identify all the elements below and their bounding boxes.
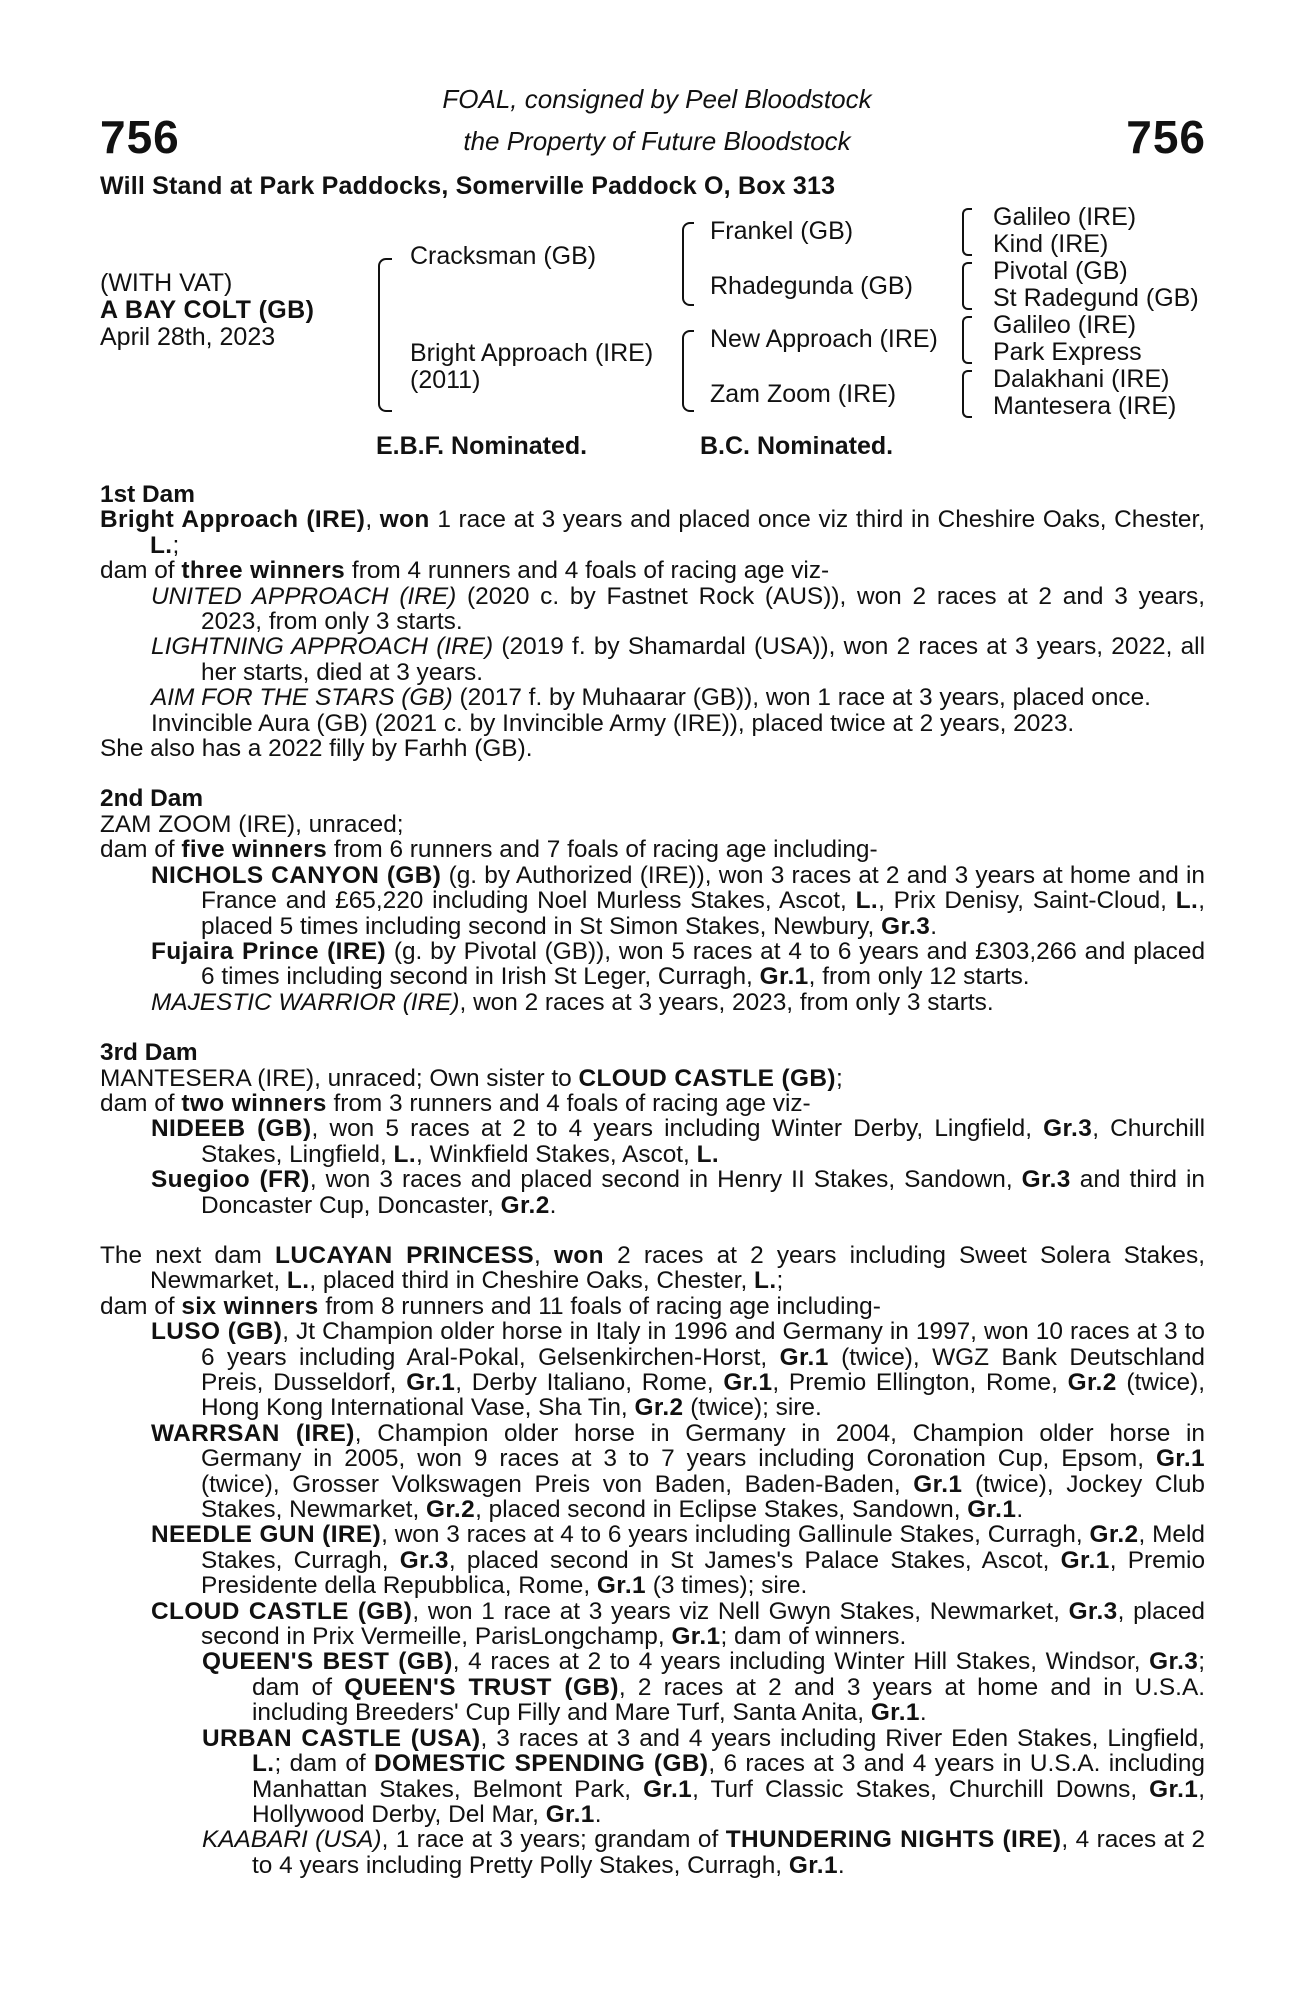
bold-run: L. [1175,887,1199,915]
text-run: , won 1 race at 3 years viz Nell Gwyn Stakes, Newmarket, [412,1597,1069,1625]
bold-run: L. [754,1267,777,1295]
text-run: (twice), WGZ Bank Deutschland Preis, Dusseldorf, [201,1343,1205,1396]
text-run: ; dam of [252,1648,1206,1701]
sire-dam: Rhadegunda (GB) [710,272,913,300]
lot-number-right: 756 [1126,111,1206,163]
bold-run: L. [393,1140,417,1168]
dam-dam: Zam Zoom (IRE) [710,380,897,408]
bold-run: Gr.3 [1068,1597,1118,1625]
text-run: , [534,1241,554,1269]
ancestor-sdd: St Radegund (GB) [993,284,1199,312]
text-run: (2020 c. by Fastnet Rock (AUS)), won 2 races at 2 and 3 years, 2023, from only 3 starts. [201,582,1205,636]
sire-sire: Frankel (GB) [710,217,854,245]
bold-run: five winners [181,836,328,864]
text-run: ; dam of [274,1750,374,1778]
italic-run: UNITED APPROACH (IRE) [151,582,457,610]
bold-run: L. [150,531,173,559]
italic-run: AIM FOR THE STARS (GB) [151,684,453,712]
pedigree-bracket [962,370,972,418]
produce-entry [100,990,1205,1015]
text-run: , won 2 races at 3 years, 2023, from only 3 starts. [459,988,994,1016]
text-run: dam of [100,836,182,864]
text-run: (twice), Jockey Club Stakes, Newmarket, [201,1470,1205,1524]
text-run: . [594,1800,602,1828]
bold-run: Gr.1 [1149,1775,1199,1803]
text-run: ZAM ZOOM (IRE), unraced; [100,810,404,838]
dam-paragraph [100,736,1205,761]
bold-run: THUNDERING NIGHTS (IRE) [725,1826,1062,1854]
property-line: the Property of Future Bloodstock [463,126,851,156]
produce-entry [100,863,1205,939]
text-run: from 3 runners and 4 foals of racing age viz- [326,1089,811,1117]
ancestor-dds: Dalakhani (IRE) [993,365,1170,393]
text-run: (g. by Authorized (IRE)), won 3 races at 2 and 3 years at home and in France and £65,220 including Noel Murless Stakes, Ascot, [201,861,1205,915]
bold-run: CLOUD CASTLE (GB) [578,1064,836,1092]
text-run: (2019 f. by Shamardal (USA)), won 2 races at 3 years, 2022, all her starts, died at 3 years. [201,633,1205,686]
text-run: , placed second in Eclipse Stakes, Sandown, [475,1496,968,1524]
dam-paragraph [100,1294,1205,1319]
text-run: ; [172,531,180,559]
text-run: , placed second in Prix Vermeille, ParisLongchamp, [201,1597,1205,1651]
text-run: dam of [100,557,182,585]
produce-entry [100,1116,1205,1167]
second-dam-heading: 2nd Dam [100,785,204,813]
bold-run: won [379,506,430,534]
text-run: , won 3 races and placed second in Henry II Stakes, Sandown, [309,1166,1022,1194]
produce-entry [100,1599,1205,1650]
bold-run: QUEEN'S TRUST (GB) [344,1673,619,1701]
italic-run: KAABARI (USA) [202,1826,382,1854]
bold-run: Gr.2 [426,1496,476,1524]
text-run: , Premio Ellington, Rome, [772,1369,1068,1396]
bold-run: Gr.1 [723,1369,773,1396]
bold-run: URBAN CASTLE (USA) [202,1724,481,1752]
pedigree-bracket [682,330,694,412]
text-run: . [837,1851,845,1879]
pedigree-bracket [962,262,972,310]
dam-paragraph [100,837,1205,862]
produce-entry [100,634,1205,685]
bold-run: Gr.1 [779,1343,829,1371]
produce-entry [100,1319,1205,1421]
text-run: MANTESERA (IRE), unraced; Own sister to [100,1064,579,1092]
bold-run: Gr.3 [399,1546,449,1574]
text-run: She also has a 2022 filly by Farhh (GB). [100,735,533,763]
bold-run: Suegioo (FR) [151,1166,310,1194]
pedigree-bracket [962,208,972,256]
consignor-line: FOAL, consigned by Peel Bloodstock [442,84,872,114]
text-run: 2 races at 2 years including Sweet Solera Stakes, Newmarket, [150,1241,1205,1295]
text-run: 1 race at 3 years and placed once viz third in Cheshire Oaks, Chester, [429,506,1206,534]
text-run: , won 5 races at 2 to 4 years including Winter Derby, Lingfield, [311,1115,1044,1143]
dam-paragraph [100,1091,1205,1116]
bold-run: Gr.3 [1021,1166,1071,1194]
bold-run: Gr.1 [1155,1445,1205,1473]
bold-run: Gr.1 [759,963,809,991]
dam: Bright Approach (IRE) [410,339,654,367]
bold-run: LUCAYAN PRINCESS [275,1241,535,1269]
bold-run: Gr.1 [643,1775,693,1803]
produce-entry [100,711,1205,736]
text-run: , 4 races at 2 to 4 years including Pretty Polly Stakes, Curragh, [252,1826,1206,1879]
pedigree-bracket [962,316,972,364]
bold-run: Gr.2 [1067,1369,1117,1396]
text-run: ; [776,1267,784,1295]
text-run: , Premio Presidente della Repubblica, Rome, [201,1546,1206,1600]
text-run: , 3 races at 3 and 4 years including River Eden Stakes, Lingfield, [480,1724,1205,1752]
bold-run: Gr.1 [406,1369,456,1396]
bold-run: Gr.3 [1043,1115,1093,1143]
third-dam-heading: 3rd Dam [100,1039,198,1067]
text-run: , Meld Stakes, Curragh, [201,1521,1205,1574]
dam-paragraph [100,1066,1205,1091]
italic-run: LIGHTNING APPROACH (IRE) [151,633,494,661]
produce-entry [100,685,1205,710]
produce-entry [100,1649,1205,1725]
dam-paragraph [100,558,1205,583]
text-run: , placed third in Cheshire Oaks, Chester, [309,1267,755,1295]
bold-run: Gr.1 [870,1699,920,1727]
lot-subject-name: A BAY COLT (GB) [100,296,315,324]
lot-number-left: 756 [100,111,180,163]
produce-entry [100,584,1205,635]
dam-year: (2011) [410,366,481,394]
bold-run: WARRSAN (IRE) [151,1419,355,1447]
bold-run: Gr.1 [967,1496,1017,1524]
text-run: . [919,1699,927,1727]
text-run: , 6 races at 3 and 4 years in U.S.A. including Manhattan Stakes, Belmont Park, [252,1750,1205,1803]
text-run: , Turf Classic Stakes, Churchill Downs, [692,1775,1150,1803]
ancestor-sds: Pivotal (GB) [993,257,1128,285]
text-run: . [1016,1496,1024,1524]
bold-run: Gr.2 [500,1191,550,1219]
text-run: , Hollywood Derby, Del Mar, [252,1775,1205,1828]
text-run: , from only 12 starts. [808,963,1030,991]
ancestor-dss: Galileo (IRE) [993,311,1137,339]
text-run: , [365,506,380,534]
stand-location: Will Stand at Park Paddocks, Somerville Paddock O, Box 313 [100,172,836,200]
text-run: Invincible Aura (GB) (2021 c. by Invincible Army (IRE)), placed twice at 2 years, 2023. [151,709,1075,737]
text-run: ; [835,1064,843,1092]
bold-run: Gr.2 [634,1394,684,1422]
text-run: , Derby Italiano, Rome, [455,1369,724,1396]
text-run: , Jt Champion older horse in Italy in 1996 and Germany in 1997, won 10 races at 3 to 6 years including Aral-Pokal, Gelsenkirchen-Horst, [201,1318,1205,1371]
text-run: (twice), Grosser Volkswagen Preis von Baden, Baden-Baden, [201,1470,914,1498]
bold-run: Gr.3 [1149,1648,1199,1676]
bold-run: Gr.1 [671,1623,721,1651]
text-run: , 2 races at 2 and 3 years at home and in U.S.A. including Breeders' Cup Filly and Mare Turf, Santa Anita, [252,1673,1206,1727]
text-run: , placed second in St James's Palace Stakes, Ascot, [448,1546,1061,1574]
first-dam-heading: 1st Dam [100,481,195,508]
bold-run: NICHOLS CANYON (GB) [151,861,442,889]
text-run: and third in Doncaster Cup, Doncaster, [201,1166,1205,1219]
text-run: , placed 5 times including second in St Simon Stakes, Newbury, [201,887,1205,940]
text-run: . [930,912,937,940]
bold-run: CLOUD CASTLE (GB) [151,1597,413,1625]
italic-run: MAJESTIC WARRIOR (IRE) [151,988,460,1016]
text-run: ; dam of winners. [720,1623,907,1651]
produce-entry [100,1421,1205,1523]
text-run: (3 times); sire. [645,1572,808,1600]
text-run: (twice); sire. [683,1394,822,1422]
bold-run: DOMESTIC SPENDING (GB) [373,1750,709,1778]
bold-run: Gr.1 [596,1572,646,1600]
text-run: dam of [100,1089,182,1117]
bold-run: Gr.1 [913,1470,963,1498]
bold-run: won [553,1241,604,1269]
produce-entry [100,1827,1205,1878]
bold-run: three winners [181,557,346,585]
foaling-date: April 28th, 2023 [100,323,276,351]
bold-run: Gr.2 [1089,1521,1139,1549]
bold-run: NEEDLE GUN (IRE) [151,1521,382,1549]
bold-run: two winners [181,1089,327,1117]
text-run: , Champion older horse in Germany in 2004, Champion older horse in Germany in 2005, won 9 races at 3 to 7 years including Coronation Cup, Epsom, [201,1419,1205,1473]
bold-run: L. [855,887,879,915]
bold-run: QUEEN'S BEST (GB) [202,1648,453,1676]
text-run: from 6 runners and 7 foals of racing age including- [327,836,878,864]
dam-paragraph [100,812,1205,837]
text-run: , 1 race at 3 years; grandam of [381,1826,726,1854]
produce-entry [100,939,1205,990]
bold-run: LUSO (GB) [151,1318,283,1346]
bold-run: six winners [181,1292,319,1320]
bold-run: Bright Approach (IRE) [100,506,366,534]
text-run: , Winkfield Stakes, Ascot, [416,1140,697,1168]
ebf-nomination: E.B.F. Nominated. [376,432,588,460]
bold-run: L. [696,1140,720,1168]
ancestor-dsd: Park Express [993,338,1142,366]
vat-note: (WITH VAT) [100,269,233,297]
produce-entry [100,1522,1205,1598]
next-dam-paragraph [100,1243,1205,1294]
text-run: , 4 races at 2 to 4 years including Winter Hill Stakes, Windsor, [452,1648,1150,1676]
text-run: . [549,1191,557,1219]
bold-run: Gr.1 [1060,1546,1110,1574]
text-run: (2017 f. by Muhaarar (GB)), won 1 race at 3 years, placed once. [452,684,1151,712]
text-run: , Churchill Stakes, Lingfield, [201,1115,1205,1168]
text-run: (g. by Pivotal (GB)), won 5 races at 4 to 6 years and £303,266 and placed 6 times including second in Irish St Leger, Curragh, [201,937,1206,991]
pedigree-bracket [378,258,392,412]
text-run: (twice), Hong Kong International Vase, Sha Tin, [201,1369,1205,1422]
ancestor-sss: Galileo (IRE) [993,203,1137,231]
ancestor-ddd: Mantesera (IRE) [993,392,1177,420]
produce-entry [100,1167,1205,1218]
dam-sire: New Approach (IRE) [710,325,938,353]
bold-run: Gr.1 [788,1851,838,1879]
sire: Cracksman (GB) [410,242,597,270]
text-run: , won 3 races at 4 to 6 years including Gallinule Stakes, Curragh, [381,1521,1090,1549]
text-run: from 4 runners and 4 foals of racing age viz- [345,557,830,585]
bold-run: Fujaira Prince (IRE) [151,937,387,965]
text-run: dam of [100,1292,182,1320]
dam-paragraph [100,507,1205,558]
bold-run: Gr.3 [881,912,931,940]
text-run: The next dam [100,1241,276,1269]
produce-entry [100,1726,1205,1828]
bold-run: NIDEEB (GB) [151,1115,312,1143]
pedigree-bracket [682,222,694,306]
text-run: from 8 runners and 11 foals of racing age including- [318,1292,881,1320]
bold-run: L. [286,1267,310,1295]
text-run: , Prix Denisy, Saint-Cloud, [878,887,1176,915]
bold-run: Gr.1 [545,1800,595,1828]
bc-nomination: B.C. Nominated. [700,432,894,460]
ancestor-ssd: Kind (IRE) [993,230,1109,258]
bold-run: L. [252,1750,275,1778]
produce-record [100,482,1205,1878]
